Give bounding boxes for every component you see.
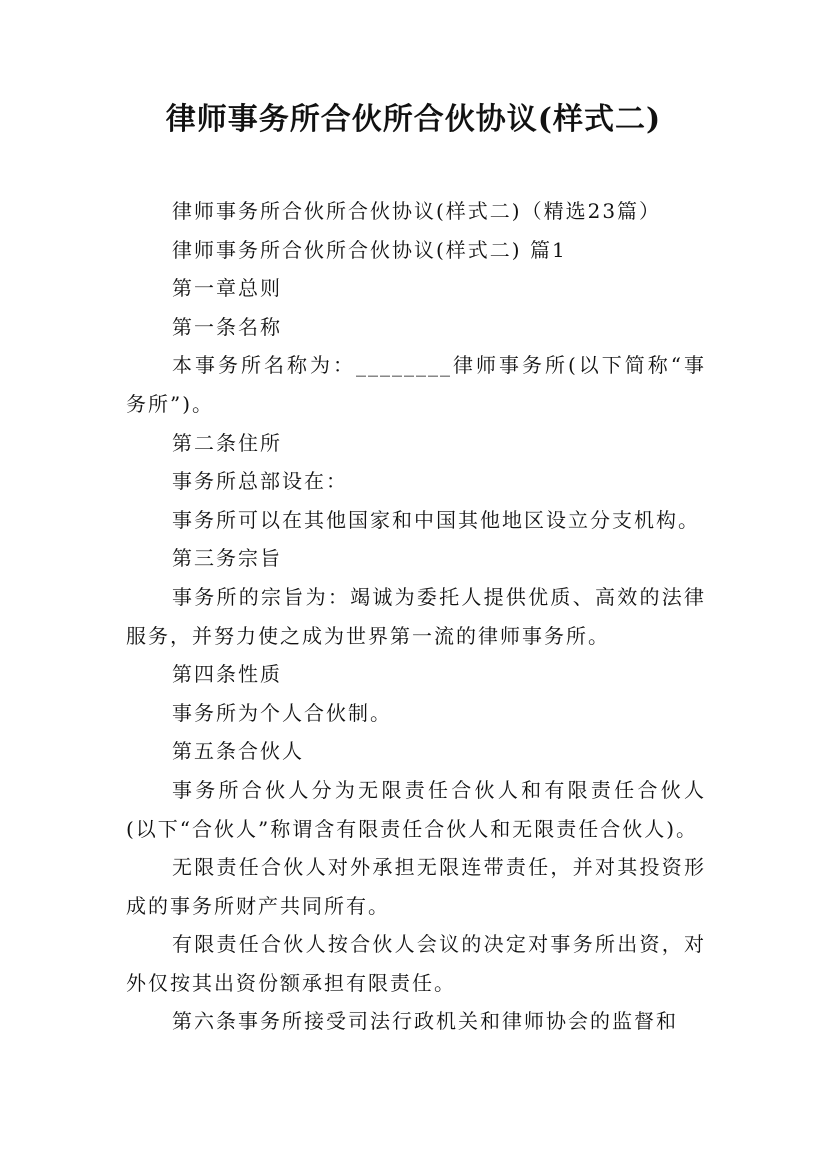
paragraph-article-2-body-1: 事务所总部设在： <box>172 469 348 494</box>
paragraph-article-4-heading: 第四条性质 <box>172 662 282 687</box>
paragraph-article-3-body: 事务所的宗旨为：竭诚为委托人提供优质、高效的法律服务，并努力使之成为世界第一流的律师事务所。 <box>126 584 706 648</box>
paragraph-article-5-body-2: 无限责任合伙人对外承担无限连带责任，并对其投资形成的事务所财产共同所有。 <box>126 855 706 918</box>
paragraph-article-6: 第六条事务所接受司法行政机关和律师协会的监督和 <box>172 1009 678 1034</box>
paragraph-article-4-body: 事务所为个人合伙制。 <box>172 700 392 725</box>
paragraph-article-3-heading: 第三务宗旨 <box>172 546 282 571</box>
document-body <box>126 192 706 1041</box>
paragraph-article-1-body: 本事务所名称为：________律师事务所(以下简称“事务所”)。 <box>126 353 706 416</box>
document-title: 律师事务所合伙所合伙协议(样式二) <box>165 102 662 137</box>
paragraph-toc-title: 律师事务所合伙所合伙协议(样式二)（精选23篇） <box>172 199 662 223</box>
paragraph-article-2-body-2: 事务所可以在其他国家和中国其他地区设立分支机构。 <box>172 507 700 532</box>
paragraph-chapter-heading: 第一章总则 <box>172 276 282 301</box>
paragraph-article-5-body-1: 事务所合伙人分为无限责任合伙人和有限责任合伙人(以下“合伙人”称谓含有限责任合伙人和无限责任合伙人)。 <box>126 777 706 841</box>
paragraph-section-heading: 律师事务所合伙所合伙协议(样式二) 篇1 <box>172 237 567 262</box>
paragraph-article-5-heading: 第五条合伙人 <box>172 739 304 764</box>
paragraph-article-1-heading: 第一条名称 <box>172 314 282 339</box>
paragraph-article-2-heading: 第二条住所 <box>172 430 282 455</box>
paragraph-article-5-body-3: 有限责任合伙人按合伙人会议的决定对事务所出资，对外仅按其出资份额承担有限责任。 <box>126 932 706 995</box>
